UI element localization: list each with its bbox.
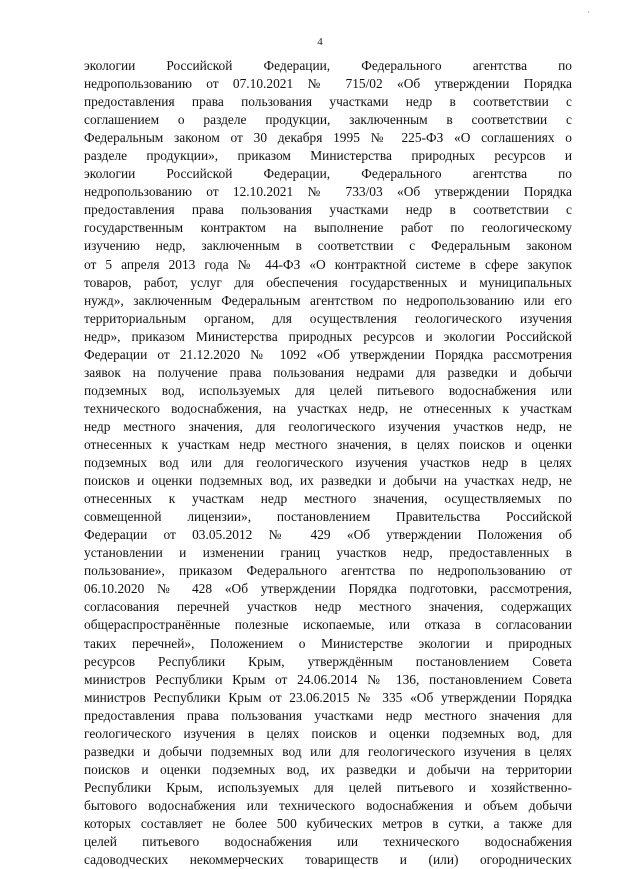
text-line: предоставления права пользования участками недр в соответствии с xyxy=(84,202,572,218)
page-number: 4 xyxy=(317,36,323,48)
text-line: нужд», заключенным Федеральным агентством по недропользованию или его xyxy=(84,292,572,308)
text-line: отнесенных к участкам недр местного значения, в целях поисков и оценки xyxy=(84,436,572,452)
text-line: согласования перечней участков недр местного значения, содержащих xyxy=(84,599,572,615)
text-line: садоводческих некоммерческих товариществ и (или) огороднических xyxy=(84,852,572,868)
text-line: изучению недр, заключенным в соответствии с Федеральным законом xyxy=(84,238,572,254)
text-line: целей питьевого водоснабжения или технического водоснабжения xyxy=(84,834,572,850)
text-line: таких перечней», Положением о Министерстве экологии и природных xyxy=(84,635,572,651)
text-line: совмещенной лицензии», постановлением Правительства Российской xyxy=(84,509,572,525)
text-line: бытового водоснабжения или технического водоснабжения и объем добычи xyxy=(84,797,572,813)
text-line: которых составляет не более 500 кубических метров в сутки, а также для xyxy=(84,815,572,831)
text-line: территориальным органом, для осуществления геологического изучения xyxy=(84,310,572,326)
text-line: Федеральным законом от 30 декабря 1995 № 225-ФЗ «О соглашениях о xyxy=(84,130,572,146)
text-line: предоставления права пользования участками недр в соответствии с xyxy=(84,94,572,110)
scan-mark: · xyxy=(587,8,590,17)
text-line: недропользованию от 12.10.2021 № 733/03 «Об утверждении Порядка xyxy=(84,184,572,200)
text-line: от 5 апреля 2013 года № 44-ФЗ «О контрактной системе в сфере закупок xyxy=(84,256,572,272)
text-line: Федерации от 21.12.2020 № 1092 «Об утверждении Порядка рассмотрения xyxy=(84,346,572,362)
text-line: общераспространённые полезные ископаемые, или отказа в согласовании xyxy=(84,617,572,633)
text-line: разведки и добычи подземных вод или для геологического изучения в целях xyxy=(84,743,572,759)
text-line: разделе продукции», приказом Министерства природных ресурсов и xyxy=(84,148,572,164)
text-line: заявок на получение права пользования недрами для разведки и добычи xyxy=(84,364,572,380)
text-line: ресурсов Республики Крым, утверждённым постановлением Совета xyxy=(84,653,572,669)
text-line: Республики Крым, используемых для целей питьевого и хозяйственно- xyxy=(84,779,572,795)
text-line: министров Республики Крым от 23.06.2015 № 335 «Об утверждении Порядка xyxy=(84,689,572,705)
text-line: соглашением о разделе продукции, заключенным в соответствии с xyxy=(84,112,572,128)
body-paragraph xyxy=(84,57,572,869)
text-line: поисков и оценки подземных вод, их разведки и добычи на участках недр, не xyxy=(84,473,572,489)
text-line: технического водоснабжения, на участках недр, не отнесенных к участкам xyxy=(84,400,572,416)
text-line: пользование», приказом Федерального агентства по недропользованию от xyxy=(84,563,572,579)
text-line: 06.10.2020 № 428 «Об утверждении Порядка подготовки, рассмотрения, xyxy=(84,581,572,597)
text-line: экологии Российской Федерации, Федерального агентства по xyxy=(84,58,572,73)
text-line: подземных вод или для геологического изучения участков недр в целях xyxy=(84,455,572,471)
text-line: предоставления права пользования участками недр местного значения для xyxy=(84,707,572,723)
text-line: государственным контрактом на выполнение работ по геологическому xyxy=(84,220,572,236)
text-line: экологии Российской Федерации, Федерального агентства по xyxy=(84,166,572,182)
text-line: установлении и изменении границ участков недр, предоставленных в xyxy=(84,545,572,561)
text-line: отнесенных к участкам недр местного значения, осуществляемых по xyxy=(84,491,572,507)
text-line: товаров, работ, услуг для обеспечения государственных и муниципальных xyxy=(84,274,572,290)
text-line: геологического изучения в целях поисков и оценки подземных вод, для xyxy=(84,725,572,741)
text-line: недр местного значения, для геологического изучения участков недр, не xyxy=(84,418,572,434)
text-line: Федерации от 03.05.2012 № 429 «Об утверждении Положения об xyxy=(84,527,572,543)
text-line: поисков и оценки подземных вод, их разведки и добычи на территории xyxy=(84,761,572,777)
text-line: министров Республики Крым от 24.06.2014 № 136, постановлением Совета xyxy=(84,671,572,687)
text-line: подземных вод, используемых для целей питьевого водоснабжения или xyxy=(84,382,572,398)
text-line: недр», приказом Министерства природных ресурсов и экологии Российской xyxy=(84,328,572,344)
text-line: недропользованию от 07.10.2021 № 715/02 «Об утверждении Порядка xyxy=(84,76,572,92)
